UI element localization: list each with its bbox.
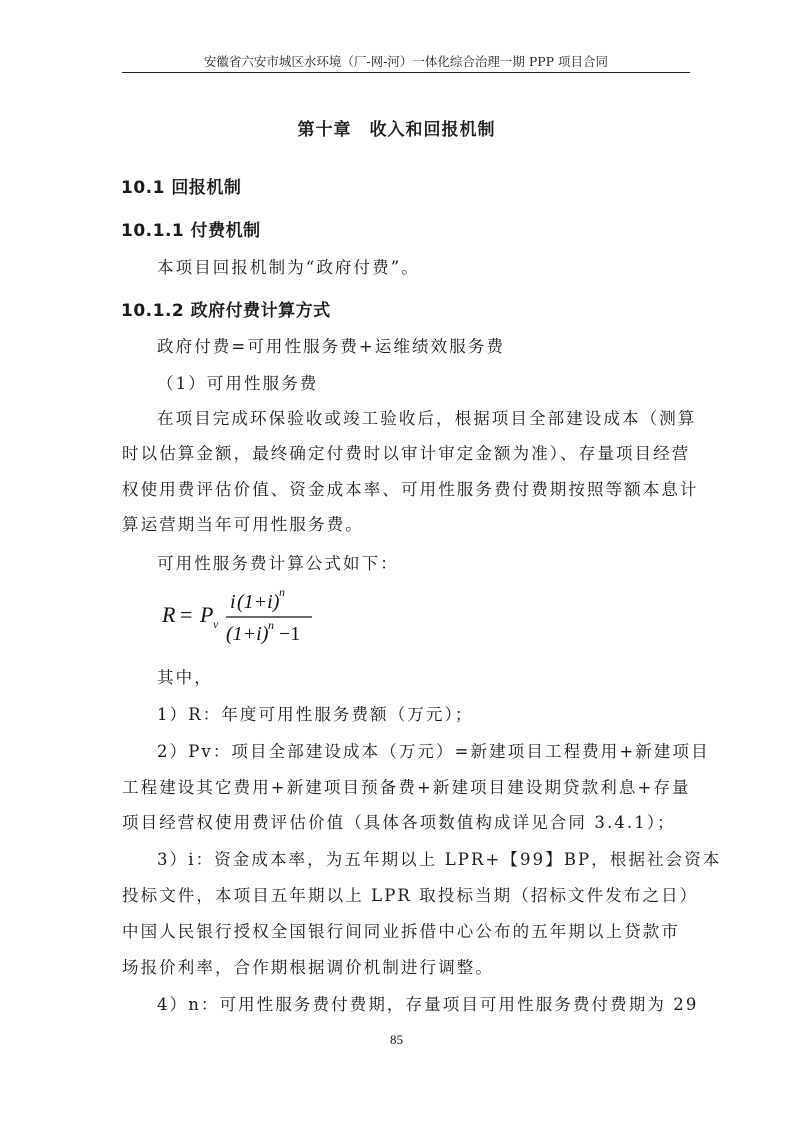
paragraph-line: 时以估算金额，最终确定付费时以审计审定金额为准）、存量项目经营 (122, 444, 691, 463)
availability-fee-formula (162, 584, 332, 646)
definition-pv-line: 工程建设其它费用+新建项目预备费+新建项目建设期贷款利息+存量 (122, 778, 691, 797)
formula-num-exp: n (279, 585, 285, 599)
definition-n: 4）n：可用性服务费付费期，存量项目可用性服务费付费期为 29 (157, 995, 699, 1014)
definition-pv-line: 项目经营权使用费评估价值（具体各项数值构成详见合同 3.4.1）； (122, 813, 676, 832)
definition-pv-line: 2）Pv：项目全部建设成本（万元）=新建项目工程费用+新建项目 (157, 742, 710, 761)
definition-i-line: 投标文件，本项目五年期以上 LPR 取投标当期（招标文件发布之日） (122, 886, 699, 905)
formula-den-paren: (1+i) (226, 623, 269, 645)
paragraph-line: 算运营期当年可用性服务费。 (122, 515, 364, 534)
item-availability-fee: （1）可用性服务费 (157, 374, 319, 393)
definition-r: 1）R：年度可用性服务费额（万元）； (157, 705, 474, 724)
formula-den-exp: n (268, 618, 274, 632)
definition-i-line: 中国人民银行授权全国银行间同业拆借中心公布的五年期以上贷款市 (122, 922, 680, 941)
gov-payment-formula-text: 政府付费=可用性服务费+运维绩效服务费 (157, 337, 506, 356)
header-rule (122, 72, 690, 73)
payment-mechanism-text: 本项目回报机制为“政府付费”。 (157, 258, 420, 277)
formula-lhs: R (162, 602, 176, 627)
section-heading-10-1-1: 10.1.1 付费机制 (121, 221, 261, 241)
paragraph-line: 在项目完成环保验收或竣工验收后，根据项目全部建设成本（测算 (157, 409, 697, 428)
section-heading-10-1-2: 10.1.2 政府付费计算方式 (121, 301, 331, 321)
paragraph-line: 权使用费评估价值、资金成本率、可用性服务费付费期按照等额本息计 (122, 480, 699, 499)
formula-den-tail: −1 (279, 623, 301, 645)
chapter-title: 第十章 收入和回报机制 (297, 120, 496, 140)
definition-i-line: 场报价利率，合作期根据调价机制进行调整。 (122, 958, 494, 977)
section-heading-10-1: 10.1 回报机制 (121, 178, 242, 198)
formula-p-subscript: v (213, 617, 219, 631)
definition-i-line: 3）i：资金成本率，为五年期以上 LPR+【99】BP，根据社会资本 (157, 850, 722, 869)
formula-num-paren: (1+i) (237, 591, 280, 613)
where-label: 其中， (157, 668, 213, 687)
formula-equals: = (180, 602, 193, 627)
formula-intro: 可用性服务费计算公式如下： (157, 554, 399, 573)
formula-p: P (200, 602, 214, 627)
running-header: 安徽省六安市城区水环境（厂-网-河）一体化综合治理一期 PPP 项目合同 (203, 54, 609, 69)
page-number: 85 (390, 1032, 403, 1047)
formula-num-i: i (230, 591, 236, 613)
